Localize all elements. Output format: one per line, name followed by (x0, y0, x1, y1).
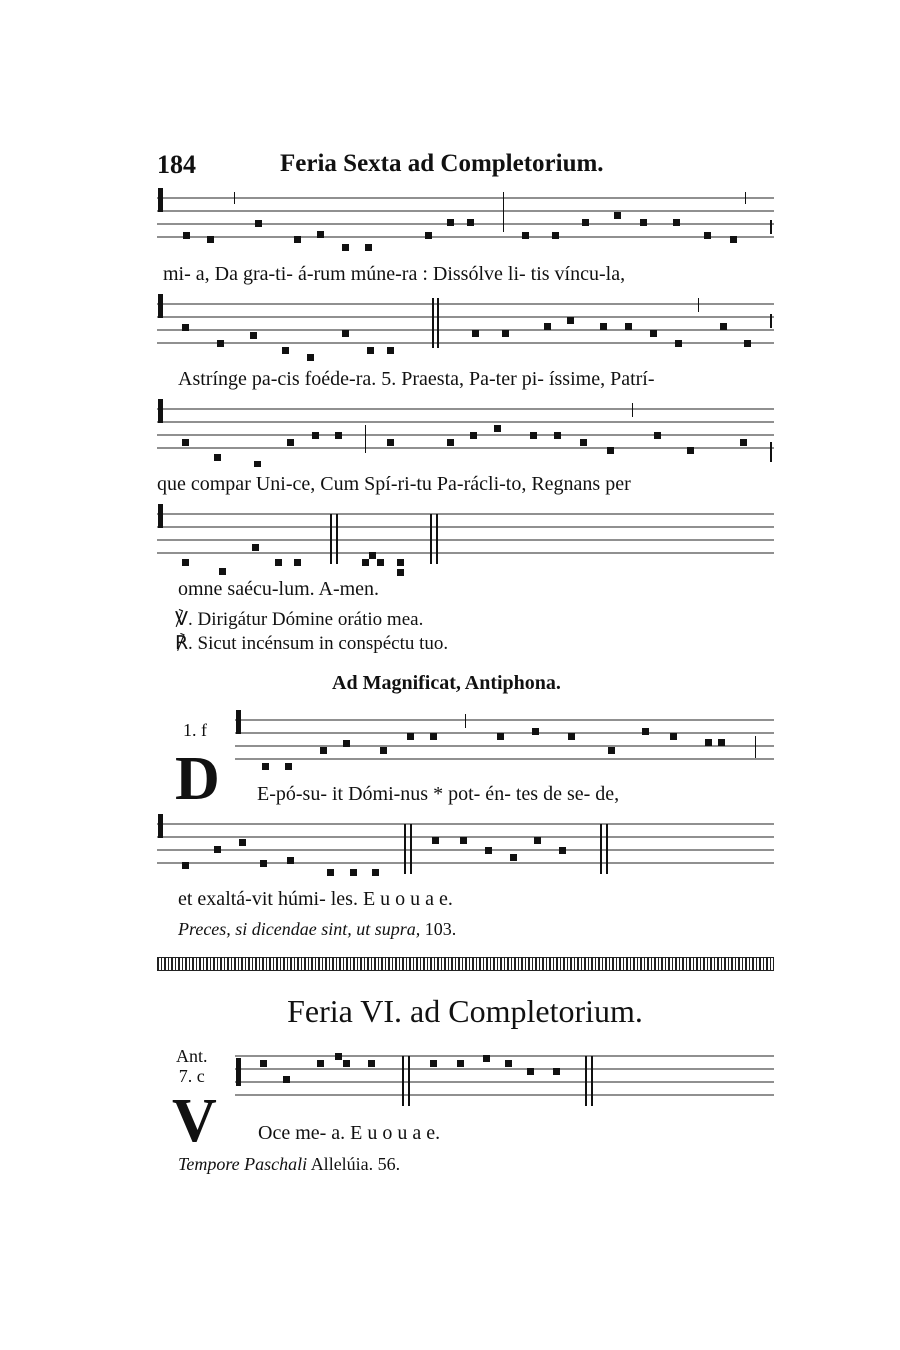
paschal-rubric-text: Allelúia. 56. (310, 1154, 401, 1174)
response-sign: ℟. (175, 633, 193, 654)
magnificat-lyric-2: et exaltá-vit húmi- les. E u o u a e. (178, 888, 453, 910)
preces-rubric-italic: Preces, si dicendae sint, ut supra, (178, 919, 421, 939)
running-title: Feria Sexta ad Completorium. (280, 150, 604, 177)
paschal-rubric-italic: Tempore Paschali (178, 1154, 308, 1174)
section-title: Feria VI. ad Completorium. (287, 993, 643, 1029)
music-staff-5 (235, 708, 777, 778)
paschal-rubric (178, 1154, 400, 1175)
page-number: 184 (157, 150, 196, 179)
lyric-line-4: omne saécu-lum. A-men. (178, 578, 380, 600)
initial-v: V (172, 1087, 217, 1155)
music-staff-4 (157, 502, 777, 582)
magnificat-lyric-1: E-pó-su- it Dómi-nus * pot- én- tes de se- de, (257, 783, 620, 805)
antiphon-mode: 7. c (178, 1066, 205, 1086)
versicle-sign: ℣. (175, 609, 193, 630)
music-staff-3 (157, 397, 777, 467)
lyric-line-3: que compar Uni-ce, Cum Spí-ri-tu Pa-rácli-to, Regnans per (157, 473, 631, 495)
response-text: Sicut incénsum in conspéctu tuo. (197, 633, 449, 654)
music-staff-1 (157, 186, 777, 256)
antiphon-lyric: Oce me- a. E u o u a e. (258, 1122, 441, 1144)
versicle (175, 608, 423, 631)
versicle-text: Dirigátur Dómine orátio mea. (197, 609, 424, 630)
music-staff-6 (157, 812, 777, 882)
section-heading: Ad Magnificat, Antiphona. (332, 672, 561, 694)
initial-d: D (175, 745, 220, 813)
decorative-border (157, 957, 774, 971)
lyric-line-2: Astrínge pa-cis foéde-ra. 5. Praesta, Pa-ter pi- íssime, Patrí- (178, 368, 655, 390)
music-staff-2 (157, 292, 777, 362)
music-staff-7 (235, 1050, 777, 1110)
lyric-line-1: mi- a, Da gra-ti- á-rum múne-ra : Dissólve li- tis víncu-la, (163, 263, 626, 285)
antiphon-abbrev: Ant. (176, 1046, 208, 1066)
antiphon-label (176, 1046, 208, 1086)
preces-rubric-page: 103. (424, 919, 457, 939)
response (175, 632, 448, 655)
mode-label: 1. f (183, 720, 207, 740)
preces-rubric (178, 919, 456, 940)
